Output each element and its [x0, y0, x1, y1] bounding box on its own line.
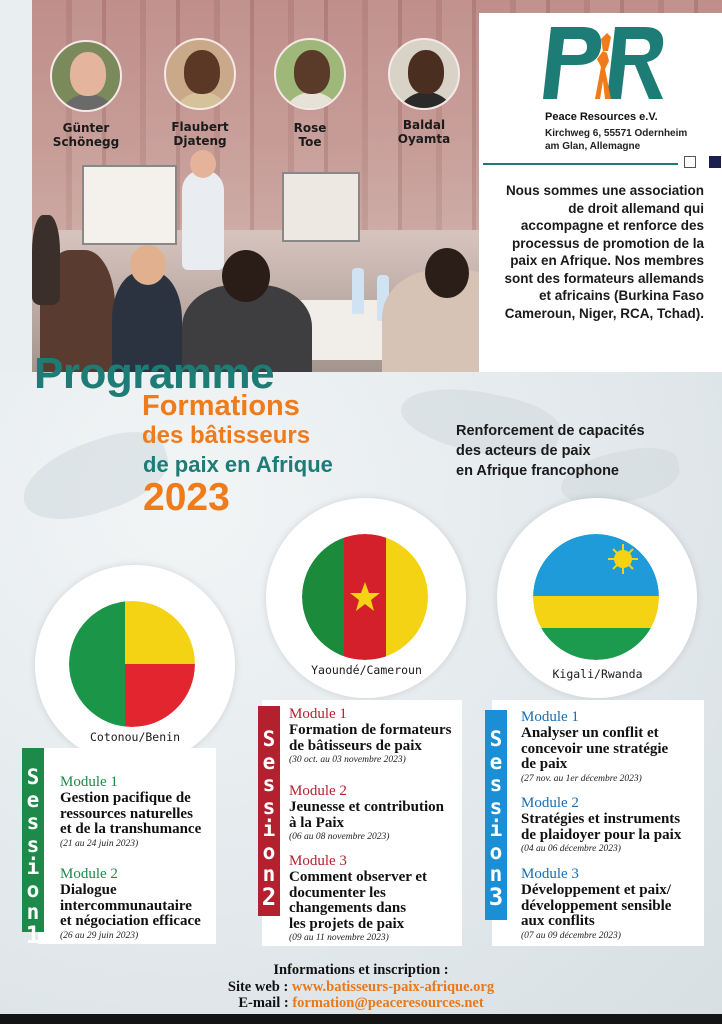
website-line: Site web : www.batisseurs-paix-afrique.org [227, 979, 495, 995]
website-link[interactable]: www.batisseurs-paix-afrique.org [291, 979, 495, 995]
flipchart-board-2 [282, 172, 360, 242]
flipchart-board [82, 165, 177, 245]
heading-year: 2023 [143, 476, 230, 519]
session-3-module-2: Module 2 Stratégies et instruments de plaidoyer pour la paix (04 au 06 décembre 2023) [521, 795, 682, 854]
session-1-module-1: Module 1 Gestion pacifique de ressources naturelles et de la transhumance (21 au 24 juin 2023) [60, 774, 202, 849]
session-2-module-1: Module 1 Formation de formateurs de bâtisseurs de paix (30 oct. au 03 novembre 2023) [289, 706, 452, 765]
portrait-flaubert [164, 38, 236, 110]
presenter-name: Baldal Oyamta [397, 118, 451, 146]
session-2-module-3: Module 3 Comment observer et documenter les changements dans les projets de paix (09 au 11 novembre 2023) [289, 853, 428, 943]
decorative-square [684, 156, 696, 168]
presenter-name: Rose Toe [293, 121, 327, 149]
tagline: Renforcement de capacités des acteurs de paix en Afrique francophone [456, 423, 645, 479]
session-3-module-1: Module 1 Analyser un conflit et concevoir une stratégie de paix (27 nov. au 1er décembre 2023) [521, 709, 669, 784]
bottom-bar [0, 1014, 722, 1024]
peace-resources-logo [537, 21, 677, 103]
city-label-cotonou: Cotonou/Benin [89, 730, 180, 744]
info-label: Informations et inscription : [273, 962, 449, 978]
organization-address: Kirchweg 6, 55571 Odernheim am Glan, Allemagne [545, 128, 688, 152]
decorative-square-dark [709, 156, 721, 168]
programme-heading: Programme [34, 349, 275, 398]
email-line: E-mail : formation@peaceresources.net [238, 995, 484, 1011]
heading-afrique: de paix en Afrique [143, 452, 333, 477]
heading-batisseurs: des bâtisseurs [142, 422, 311, 449]
session-2-module-2: Module 2 Jeunesse et contribution à la Paix (06 au 08 novembre 2023) [289, 783, 444, 842]
organization-name: Peace Resources e.V. [545, 111, 658, 123]
city-label-kigali: Kigali/Rwanda [552, 667, 643, 681]
session-1-module-2: Module 2 Dialogue intercommunautaire et négociation efficace (26 au 29 juin 2023) [60, 866, 201, 941]
organization-description: Nous sommes une association de droit allemand qui accompagne et renforce des processus de promotion de la paix en Afrique. Nos membres sont des formateurs allemands et africains (Burkina Faso Cameroun, Niger, RCA, Tchad). [504, 183, 704, 321]
email-link[interactable]: formation@peaceresources.net [292, 995, 484, 1011]
benin-flag [69, 601, 195, 727]
portrait-baldal [388, 38, 460, 110]
organization-panel [479, 13, 722, 168]
city-label-yaounde: Yaoundé/Cameroun [311, 663, 422, 677]
description-panel [479, 168, 722, 373]
presenter-name: Günter Schönegg [52, 121, 120, 149]
session-2-bar: S e s s i o n 2 [258, 706, 280, 916]
portrait-rose [274, 38, 346, 110]
rwanda-flag [533, 534, 659, 660]
session-3-module-3: Module 3 Développement et paix/ développement sensible aux conflits (07 au 09 décembre 2023) [521, 866, 672, 941]
session-1-bar: S e s s i o n 1 [22, 748, 44, 932]
cameroon-flag [302, 534, 428, 660]
heading-formations: Formations [142, 390, 300, 422]
presenter-figure [182, 170, 224, 270]
portrait-gunter [50, 40, 122, 112]
presenter-name: Flaubert Djateng [171, 120, 229, 148]
divider-line [483, 163, 678, 165]
session-3-bar: S e s s i o n 3 [485, 710, 507, 920]
